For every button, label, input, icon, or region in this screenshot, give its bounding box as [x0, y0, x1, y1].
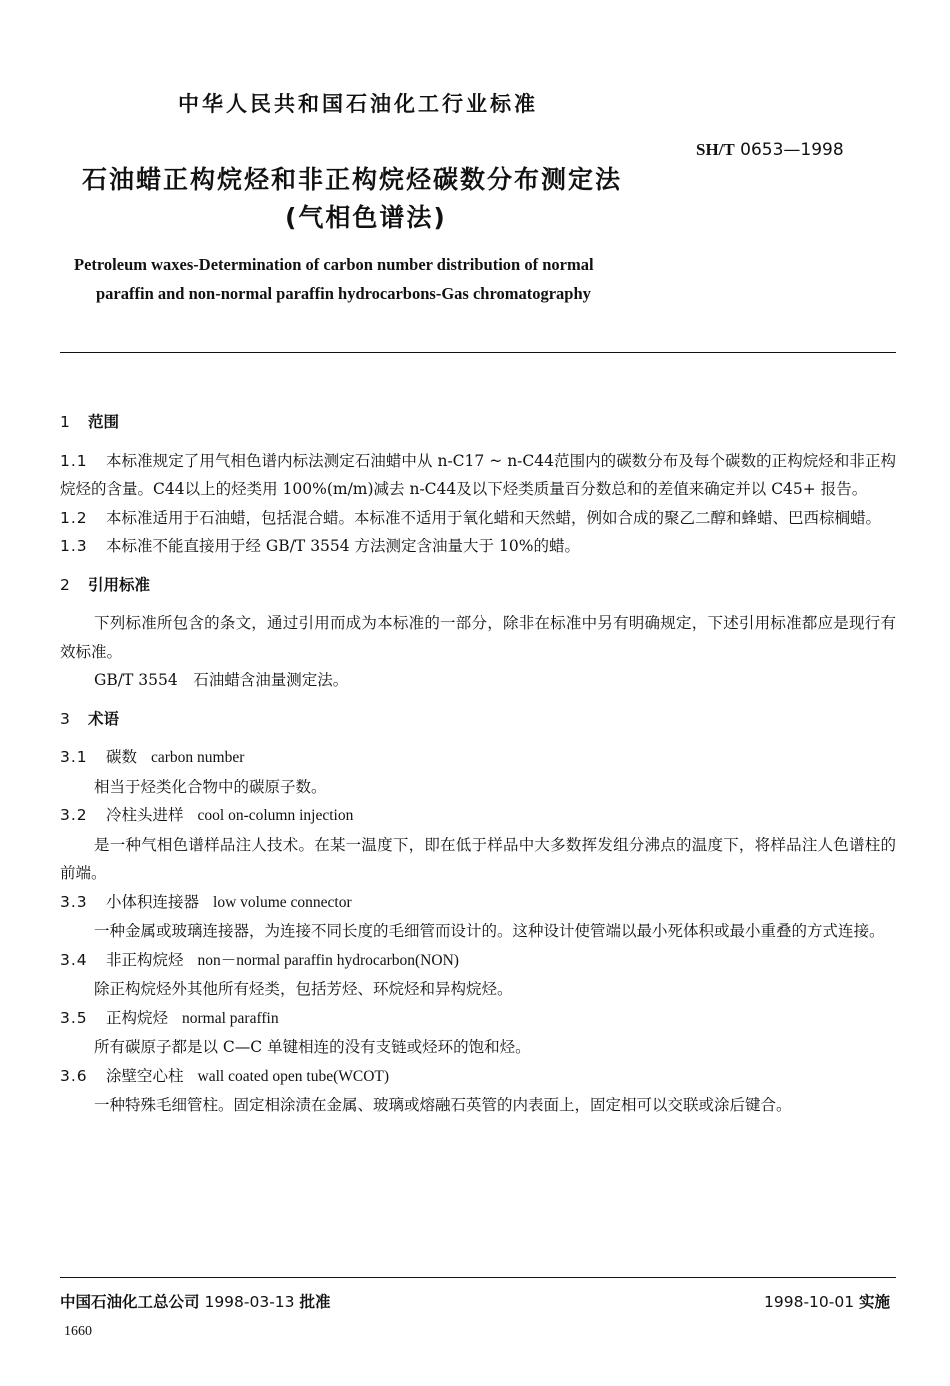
clause-1-3: 1.3 本标准不能直接用于经 GB/T 3554 方法测定含油量大于 10%的蜡。	[60, 537, 580, 555]
issuing-body-header: 中华人民共和国石油化工行业标准	[178, 92, 538, 116]
term-entry: 3.2 冷柱头进样 cool on-column injection 是一种气相色谱样品注人技术。在某一温度下，即在低于样品中大多数挥发组分沸点的温度下，将样品注人色谱柱的前端。	[60, 801, 896, 888]
normative-references-intro: 下列标准所包含的条文，通过引用而成为本标准的一部分，除非在标准中另有明确规定，下述引用标准都应是现行有效标准。	[60, 614, 896, 661]
term-zh: 小体积连接器	[106, 892, 200, 911]
implementation-date: 1998-10-01	[764, 1293, 855, 1311]
term-zh: 碳数	[106, 748, 138, 766]
standard-code-number: 0653—1998	[740, 140, 844, 160]
title-en-line1: Petroleum waxes-Determination of carbon number distribution of normal	[74, 255, 594, 274]
title-en-line2: paraffin and non-normal paraffin hydrocarbons-Gas chromatography	[96, 284, 591, 303]
page-number: 1660	[64, 1324, 92, 1339]
term-definition: 一种金属或玻璃连接器，为连接不同长度的毛细管而设计的。这种设计使管端以最小死体积或最小重叠的方式连接。	[94, 922, 885, 940]
title-zh-line1: 石油蜡正构烷烃和非正构烷烃碳数分布测定法	[82, 165, 623, 194]
clause-1-2: 1.2 本标准适用于石油蜡，包括混合蜡。本标准不适用于氧化蜡和天然蜡，例如合成的聚乙二醇和蜂蜡、巴西棕榈蜡。	[60, 508, 882, 527]
term-en: cool on-column injection	[197, 807, 354, 824]
approval-label: 批准	[299, 1293, 331, 1311]
term-en: low volume connector	[213, 893, 352, 911]
implementation-line	[764, 1290, 890, 1312]
term-definition: 所有碳原子都是以 C—C 单键相连的没有支链或烃环的饱和烃。	[94, 1038, 531, 1056]
implementation-label: 实施	[859, 1293, 891, 1311]
top-divider	[60, 352, 896, 353]
document-body	[60, 400, 896, 1120]
term-zh: 正构烷烃	[106, 1008, 169, 1027]
clause-1-1: 1.1 本标准规定了用气相色谱内标法测定石油蜡中从 n-C17 ~ n-C44范围内的碳数分布及每个碳数的正构烷烃和非正构烷烃的含量。C44以上的烃类用 100%(m/m)减去 n-C44及以下烃类质量百分数总和的差值来确定并以 C45+ 报告。	[60, 451, 896, 498]
term-en: carbon number	[151, 749, 245, 766]
approval-date: 1998-03-13	[204, 1293, 295, 1311]
approval-line	[60, 1290, 331, 1312]
term-definition: 一种特殊毛细管柱。固定相涂渍在金属、玻璃或熔融石英管的内表面上，固定相可以交联或涂后键合。	[94, 1096, 792, 1114]
section-heading-3: 3 术语	[60, 709, 120, 728]
terms-list	[60, 743, 896, 1120]
term-entry: 3.5 正构烷烃 normal paraffin 所有碳原子都是以 C—C 单键相连的没有支链或烃环的饱和烃。	[60, 1004, 896, 1062]
standard-code	[696, 140, 844, 160]
section-heading-1: 1 范围	[60, 413, 120, 431]
term-en: non－normal paraffin hydrocarbon(NON)	[197, 951, 459, 969]
footer-divider	[60, 1277, 896, 1278]
term-entry: 3.6 涂壁空心柱 wall coated open tube(WCOT) 一种特殊毛细管柱。固定相涂渍在金属、玻璃或熔融石英管的内表面上，固定相可以交联或涂后键合。	[60, 1062, 896, 1120]
term-zh: 冷柱头进样	[106, 806, 184, 824]
term-en: wall coated open tube(WCOT)	[197, 1067, 390, 1085]
term-entry: 3.1 碳数 carbon number 相当于烃类化合物中的碳原子数。	[60, 743, 896, 801]
title-zh-line2: (气相色谱法)	[285, 203, 447, 232]
term-entry: 3.4 非正构烷烃 non－normal paraffin hydrocarbon(NON) 除正构烷烃外其他所有烃类，包括芳烃、环烷烃和异构烷烃。	[60, 946, 896, 1004]
section-heading-2: 2 引用标准	[60, 575, 151, 594]
term-definition: 是一种气相色谱样品注人技术。在某一温度下，即在低于样品中大多数挥发组分沸点的温度下，将样品注人色谱柱的前端。	[60, 835, 896, 882]
term-zh: 涂壁空心柱	[106, 1066, 184, 1085]
standard-code-prefix: SH/T	[696, 140, 735, 159]
term-zh: 非正构烷烃	[106, 950, 184, 969]
term-en: normal paraffin	[182, 1009, 279, 1027]
term-definition: 相当于烃类化合物中的碳原子数。	[94, 777, 327, 796]
normative-reference-item: GB/T 3554 石油蜡含油量测定法。	[94, 671, 349, 689]
term-entry: 3.3 小体积连接器 low volume connector 一种金属或玻璃连接器，为连接不同长度的毛细管而设计的。这种设计使管端以最小死体积或最小重叠的方式连接。	[60, 888, 896, 946]
term-definition: 除正构烷烃外其他所有烃类，包括芳烃、环烷烃和异构烷烃。	[94, 980, 513, 998]
approving-org: 中国石油化工总公司	[60, 1293, 200, 1311]
